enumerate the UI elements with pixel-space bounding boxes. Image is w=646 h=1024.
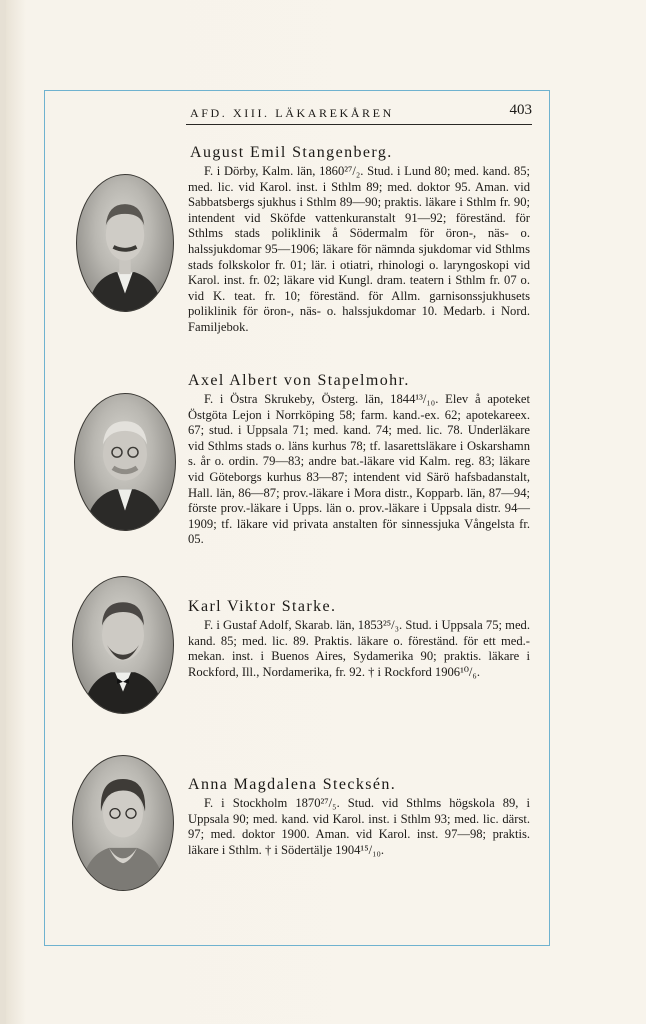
entry-bio: F. i Stockholm 1870²⁷/₅. Stud. vid Sthlms högskola 89, i Uppsala 90; med. kand. vid Karol. inst. i Sthlm 93; med. lic. därst. 97; med. doktor 1900. Aman. vid Karol. inst. 97—98; praktis. läkare i Sthlm. † i Södertälje 1904¹⁵/₁₀. bbox=[188, 796, 530, 857]
running-header bbox=[186, 102, 532, 124]
entry-name: Karl Viktor Starke. bbox=[188, 598, 337, 615]
entry-name: Axel Albert von Stapelmohr. bbox=[188, 372, 410, 389]
portrait-starke bbox=[72, 576, 174, 714]
entry-bio: F. i Östra Skrukeby, Österg. län, 1844¹³/₁₀. Elev å apoteket Östgöta Lejon i Norrköping 58; farm. kand.-ex. 62; apotekareex. 67; stud. i Uppsala 71; med. kand. 74; med. lic. 78. Underläkare vid Sthlms stads o. läns kurhus 78; tf. lasarettsläkare i Oskarshamn s. år o. ordin. 79—83; andre bat.-läkare vid Kalm. reg. 83; läkare vid Göteborgs kurhus 83—87; intendent vid Särö hafsbadanstalt, Hall. län, 86—87; prov.-läkare i Mora distr., Kopparb. län, 87—94; förste prov.-läkare i Upps. län o. prov.-läkare i Uppsala distr. 94—1909; tf. läkare vid privata anstalten för sinnessjuka Vångelsta fr. 05. bbox=[188, 392, 530, 547]
page-number: 403 bbox=[509, 102, 532, 118]
portrait-stangenberg bbox=[76, 174, 174, 312]
entry-name: Anna Magdalena Stecksén. bbox=[188, 776, 397, 793]
entry-name: August Emil Stangenberg. bbox=[190, 144, 393, 161]
section-title: AFD. XIII. LÄKAREKÅREN bbox=[190, 106, 394, 120]
entry-bio: F. i Gustaf Adolf, Skarab. län, 1853²⁵/₃. Stud. i Uppsala 75; med. kand. 85; med. lic. 89. Praktis. läkare o. föreständ. för ett med.-mekan. inst. i Buenos Aires, Sydamerika 90; praktis. läkare i Rockford, Ill., Nordamerika, fr. 92. † i Rockford 1906¹⁰/₆. bbox=[188, 618, 530, 679]
entry-bio: F. i Dörby, Kalm. län, 1860²⁷/₂. Stud. i Lund 80; med. kand. 85; med. lic. vid Karol. inst. i Sthlm 89; med. doktor 95. Aman. vid Sabbatsbergs sjukhus i Sthlm 89—90; praktis. läkare i Sthlm fr. 90; intendent vid Sköfde vattenkuranstalt 91—92; föreständ. för Sthlms stads poliklinik å Södermalm för öron-, näs- o. halssjukdomar 95—1906; läkare för nämnda sjukdomar vid Sthlms stads folkskolor fr. 01; lär. i otiatri, rhinologi o. laryngoskopi vid Karol. inst. fr. 02; läkare vid Kungl. dram. teatern i Sthlm fr. 07 o. vid K. teat. fr. 10; föreständ. för Allm. garnisonssjukhusets poliklinik för öron-, näs- o. halssjukdomar 10. Medarb. i Nord. Familjebok. bbox=[188, 164, 530, 334]
header-rule bbox=[186, 124, 532, 125]
portrait-stecksen bbox=[72, 755, 174, 891]
portrait-stapelmohr bbox=[74, 393, 176, 531]
